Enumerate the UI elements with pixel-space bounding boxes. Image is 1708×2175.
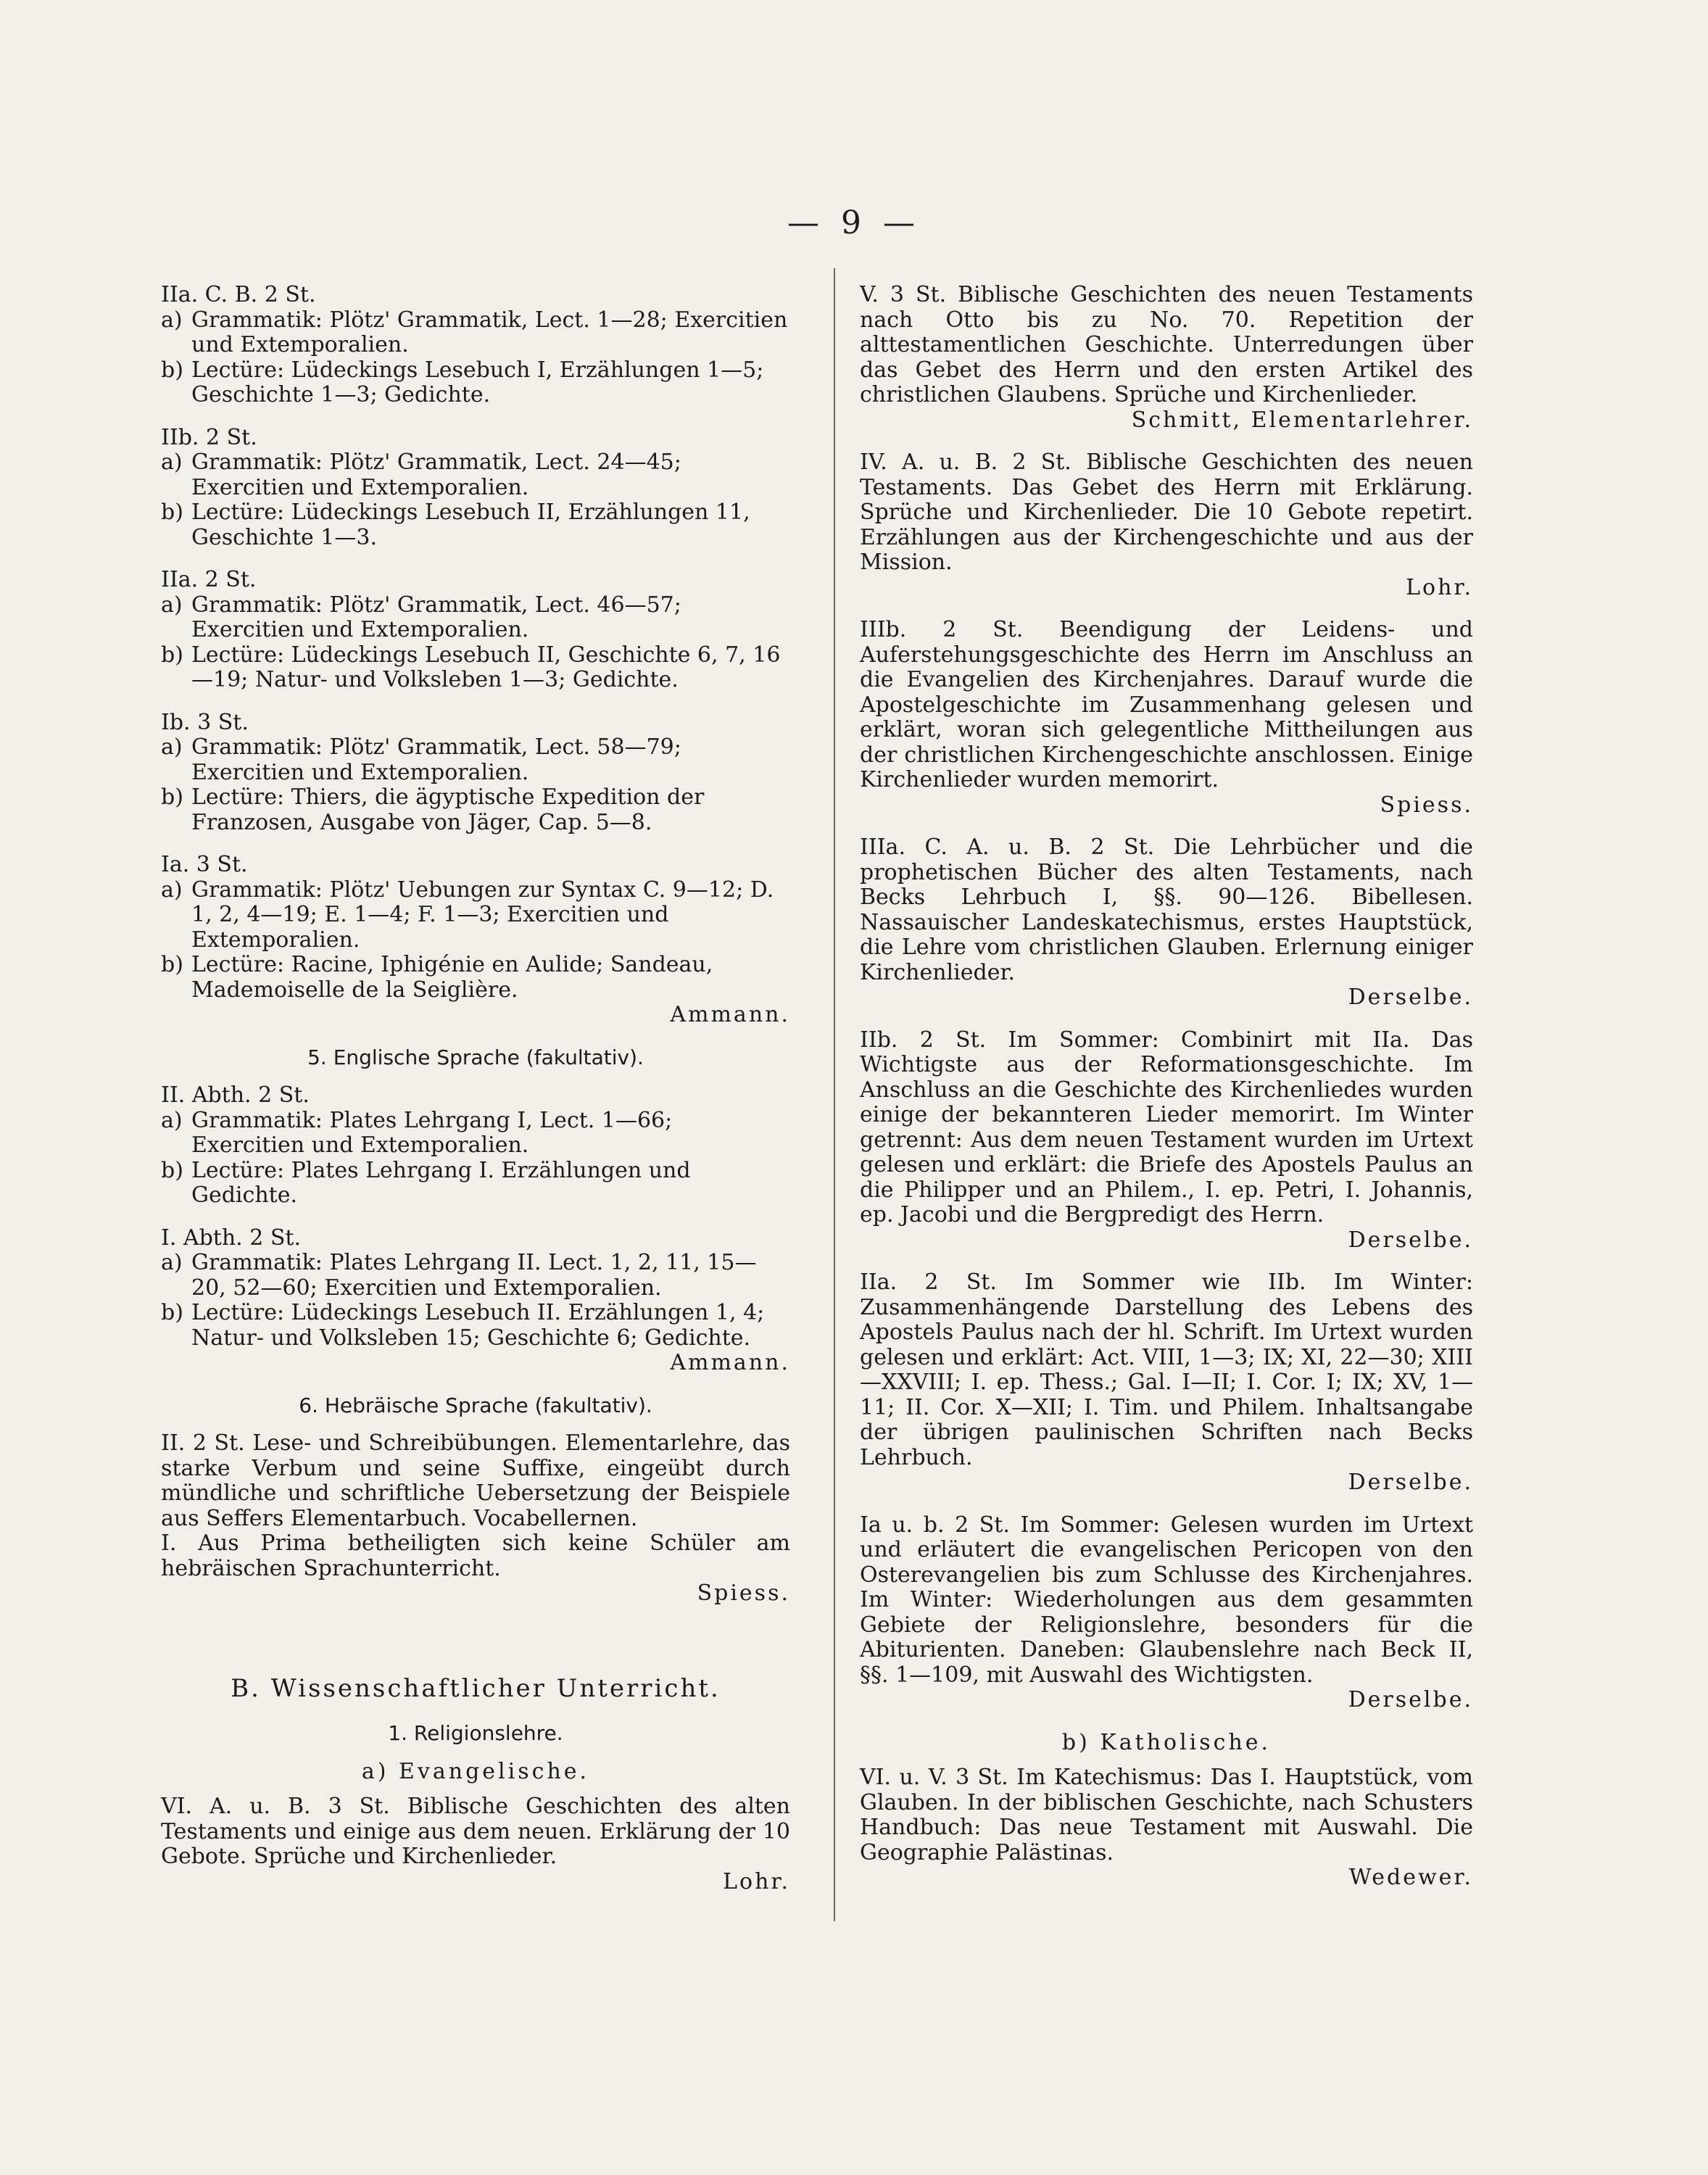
entry-heading: Ib. 3 St. xyxy=(161,709,249,735)
hebrew-section-title: 6. Hebräische Sprache (fakultativ). xyxy=(299,1393,652,1417)
religion-section-title: 1. Religionslehre. xyxy=(388,1721,563,1745)
entry-heading: II. Abth. 2 St. xyxy=(161,1082,310,1108)
religion-entry xyxy=(161,1794,790,1894)
entry-text: VI. u. V. 3 St. Im Katechismus: Das I. Hauptstück, vom Glauben. In der biblischen Geschichte, nach Schusters Handbuch: Das neue Testament mit Auswahl. Die Geographie Palästinas. xyxy=(860,1765,1473,1865)
entry-text: IV. A. u. B. 2 St. Biblische Geschichten des neuen Testaments. Das Gebet des Herrn mit Erklärung. Sprüche und Kirchenlieder. Die 10 Gebote repetirt. Erzählungen aus der Kirchengeschichte und aus der Mission. xyxy=(860,450,1473,575)
entry-text: IIa. 2 St. Im Sommer wie IIb. Im Winter: Zusammenhängende Darstellung des Lebens des Apostels Paulus nach der hl. Schrift. Im Urtext wurden gelesen und erklärt: Act. VIII, 1—3; IX; XI, 22—30; XIII—XXVIII; I. ep. Thess.; Gal. I—II; I. Cor. I; IX; XV, 1—11; II. Cor. X—XII; I. Tim. und Philem. Inhaltsangabe der übrigen paulinischen Schriften nach Becks Lehrbuch. xyxy=(860,1269,1473,1470)
entry-reading: b) Lectüre: Lüdeckings Lesebuch II, Geschichte 6, 7, 16—19; Natur- und Volksleben 1—3; Gedichte. xyxy=(161,642,781,692)
teacher-signature: Lohr. xyxy=(723,1868,790,1894)
teacher-signature: Derselbe. xyxy=(1348,1227,1473,1253)
english-section-title: 5. Englische Sprache (fakultativ). xyxy=(307,1045,644,1069)
label-a: a) xyxy=(161,877,183,903)
entry-grammar: a) Grammatik: Plates Lehrgang II. Lect. 1, 2, 11, 15—20, 52—60; Exercitien und Extemporalien. xyxy=(161,1250,757,1301)
label-b: b) xyxy=(161,642,183,668)
right-column xyxy=(860,283,1473,1908)
entry-reading: b) Lectüre: Lüdeckings Lesebuch I, Erzählungen 1—5; Geschichte 1—3; Gedichte. xyxy=(161,357,764,407)
label-b: b) xyxy=(161,1300,183,1325)
catholic-subheading: b) Katholische. xyxy=(1061,1729,1272,1755)
label-a: a) xyxy=(161,1250,183,1275)
french-entry xyxy=(161,853,790,1028)
left-column xyxy=(161,283,790,1912)
entry-grammar: a) Grammatik: Plötz' Grammatik, Lect. 46—57; Exercitien und Extemporalien. xyxy=(161,592,681,642)
label-b: b) xyxy=(161,357,183,383)
french-entry xyxy=(161,283,790,408)
entry-grammar: a) Grammatik: Plötz' Grammatik, Lect. 58—79; Exercitien und Extemporalien. xyxy=(161,734,681,785)
hebrew-class-i: I. Aus Prima betheiligten sich keine Schüler am hebräischen Sprachunterricht. xyxy=(161,1530,790,1581)
label-a: a) xyxy=(161,307,183,333)
entry-grammar: a) Grammatik: Plates Lehrgang I, Lect. 1—66; Exercitien und Extemporalien. xyxy=(161,1107,673,1158)
teacher-signature: Spiess. xyxy=(697,1580,790,1606)
entry-reading: b) Lectüre: Thiers, die ägyptische Expedition der Franzosen, Ausgabe von Jäger, Cap. 5—8. xyxy=(161,784,705,835)
label-a: a) xyxy=(161,1107,183,1133)
teacher-signature: Derselbe. xyxy=(1348,1470,1473,1495)
french-entry xyxy=(161,710,790,836)
entry-reading: b) Lectüre: Plates Lehrgang I. Erzählungen und Gedichte. xyxy=(161,1157,691,1208)
entry-reading: b) Lectüre: Lüdeckings Lesebuch II. Erzählungen 1, 4; Natur- und Volksleben 15; Geschichte 6; Gedichte. xyxy=(161,1300,765,1351)
entry-heading: I. Abth. 2 St. xyxy=(161,1225,302,1251)
entry-reading: b) Lectüre: Racine, Iphigénie en Aulide; Sandeau, Mademoiselle de la Seiglière. xyxy=(161,952,713,1003)
teacher-signature: Wedewer. xyxy=(1348,1865,1473,1890)
label-b: b) xyxy=(161,784,183,810)
hebrew-entry xyxy=(161,1431,790,1607)
entry-grammar: a) Grammatik: Plötz' Grammatik, Lect. 24—45; Exercitien und Extemporalien. xyxy=(161,450,681,500)
page-number: — 9 — xyxy=(787,204,921,241)
entry-grammar: a) Grammatik: Plötz' Grammatik, Lect. 1—28; Exercitien und Extemporalien. xyxy=(161,307,788,357)
entry-heading: IIa. C. B. 2 St. xyxy=(161,282,316,307)
teacher-signature: Spiess. xyxy=(1380,792,1473,818)
label-a: a) xyxy=(161,734,183,760)
label-b: b) xyxy=(161,952,183,977)
entry-text: V. 3 St. Biblische Geschichten des neuen Testaments nach Otto bis zu No. 70. Repetition der alttestamentlichen Geschichte. Unterredungen über das Gebet des Herrn und den ersten Artikel des christlichen Glaubens. Sprüche und Kirchenlieder. xyxy=(860,282,1473,407)
religion-entry xyxy=(860,1270,1473,1496)
french-entry xyxy=(161,426,790,551)
entry-heading: IIa. 2 St. xyxy=(161,567,257,592)
label-a: a) xyxy=(161,592,183,618)
teacher-signature: Ammann. xyxy=(670,1350,790,1375)
entry-text: IIb. 2 St. Im Sommer: Combinirt mit IIa. Das Wichtigste aus der Reformationsgeschichte. Im Anschluss an die Geschichte des Kirchenliedes wurden einige der bekannteren Lieder memorirt. Im Winter getrennt: Aus dem neuen Testament wurden im Urtext gelesen und erklärt: die Briefe des Apostels Paulus an die Philipper und an Philem., I. ep. Petri, I. Johannis, ep. Jacobi und die Bergpredigt des Herrn. xyxy=(860,1027,1473,1227)
religion-entry xyxy=(860,1028,1473,1254)
religion-entry xyxy=(860,1513,1473,1713)
religion-entry xyxy=(860,1765,1473,1891)
entry-reading: b) Lectüre: Lüdeckings Lesebuch II, Erzählungen 11, Geschichte 1—3. xyxy=(161,500,750,550)
religion-entry xyxy=(860,835,1473,1011)
entry-text: Ia u. b. 2 St. Im Sommer: Gelesen wurden im Urtext und erläutert die evangelischen Pericopen von den Osterevangelien bis zum Schlusse des Kirchenjahres. Im Winter: Wiederholungen aus dem gesammten Gebiete der Religionslehre, besonders für die Abiturienten. Daneben: Glaubenslehre nach Beck II, §§. 1—109, mit Auswahl des Wichtigsten. xyxy=(860,1512,1473,1688)
entry-text: VI. A. u. B. 3 St. Biblische Geschichten des alten Testaments und einige aus dem neuen. Erklärung der 10 Gebote. Sprüche und Kirchenlieder. xyxy=(161,1794,790,1869)
religion-entry xyxy=(860,283,1473,433)
entry-text: IIIb. 2 St. Beendigung der Leidens- und Auferstehungsgeschichte des Herrn im Anschluss an die Evangelien des Kirchenjahres. Darauf wurde die Apostelgeschichte im Zusammenhang gelesen und erklärt, woran sich gelegentliche Mittheilungen aus der christlichen Kirchengeschichte anschlossen. Einige Kirchenlieder wurden memorirt. xyxy=(860,617,1473,792)
teacher-signature: Ammann. xyxy=(670,1002,790,1027)
teacher-signature: Schmitt, Elementarlehrer. xyxy=(1131,407,1473,433)
religion-entry xyxy=(860,618,1473,818)
label-a: a) xyxy=(161,450,183,475)
french-entry xyxy=(161,568,790,693)
label-b: b) xyxy=(161,500,183,525)
entry-heading: Ia. 3 St. xyxy=(161,852,248,877)
entry-text: IIIa. C. A. u. B. 2 St. Die Lehrbücher und die prophetischen Bücher des alten Testaments, nach Becks Lehrbuch I, §§. 90—126. Bibellesen. Nassauischer Landeskatechismus, erstes Hauptstück, die Lehre vom christlichen Glauben. Erlernung einiger Kirchenlieder. xyxy=(860,834,1473,985)
label-b: b) xyxy=(161,1157,183,1183)
teacher-signature: Derselbe. xyxy=(1348,1687,1473,1712)
entry-grammar: a) Grammatik: Plötz' Uebungen zur Syntax C. 9—12; D. 1, 2, 4—19; E. 1—4; F. 1—3; Exercitien und Extemporalien. xyxy=(161,877,774,953)
hebrew-class-ii: II. 2 St. Lese- und Schreibübungen. Elementarlehre, das starke Verbum und seine Suffixe, eingeübt durch mündliche und schriftliche Uebersetzung der Beispiele aus Seffers Elementarbuch. Vocabellernen. xyxy=(161,1430,790,1531)
teacher-signature: Lohr. xyxy=(1406,574,1473,600)
english-entry xyxy=(161,1083,790,1209)
column-divider xyxy=(834,268,835,1921)
religion-entry xyxy=(860,450,1473,600)
entry-heading: IIb. 2 St. xyxy=(161,424,257,450)
part-b-heading: B. Wissenschaftlicher Unterricht. xyxy=(231,1673,721,1703)
evangelical-subheading: a) Evangelische. xyxy=(361,1758,590,1784)
english-entry xyxy=(161,1226,790,1376)
teacher-signature: Derselbe. xyxy=(1348,985,1473,1010)
